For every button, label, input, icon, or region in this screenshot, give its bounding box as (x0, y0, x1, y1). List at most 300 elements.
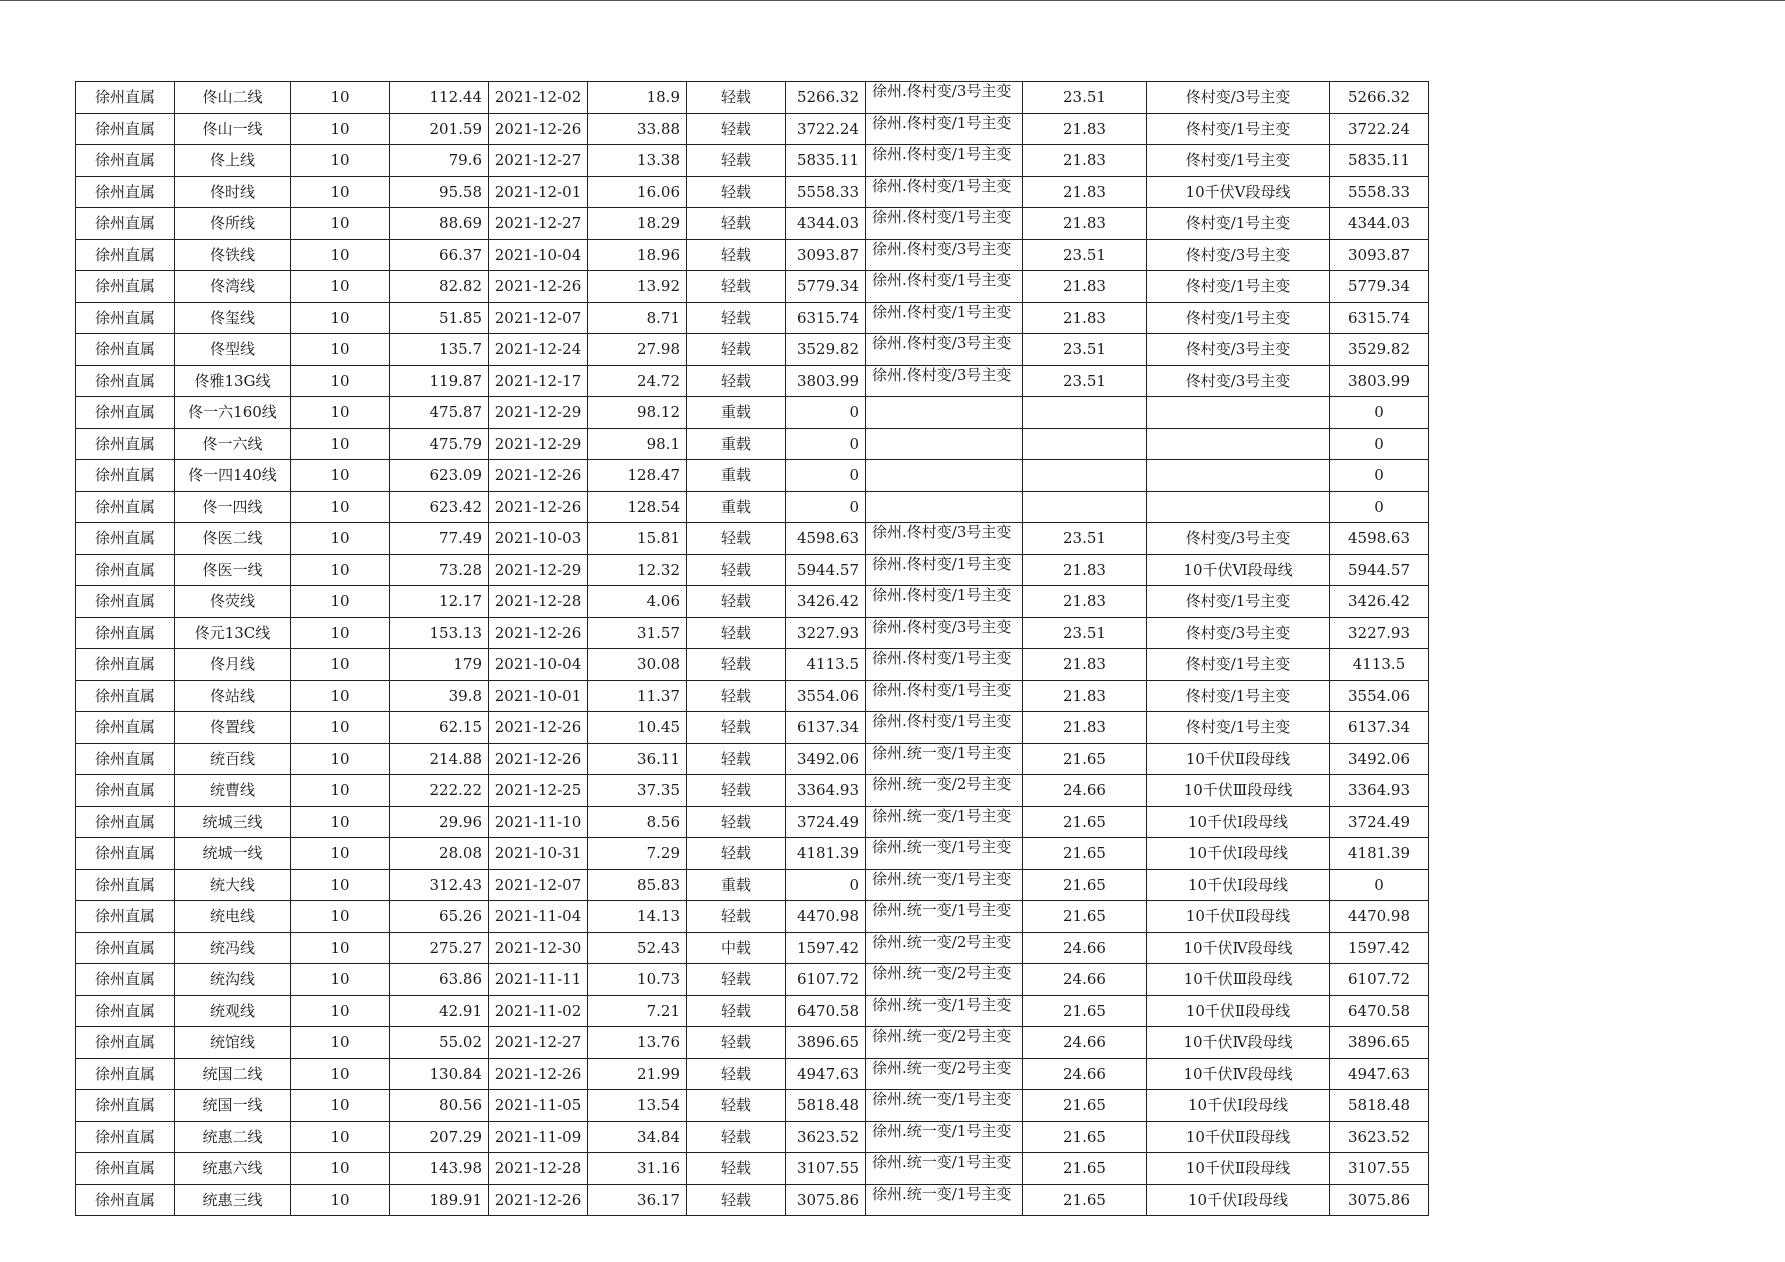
load-rate-cell: 24.72 (588, 365, 687, 397)
substation-transformer-cell: 徐州.佟村变/1号主变 (866, 554, 1023, 586)
line-name-cell: 佟一六160线 (175, 397, 291, 429)
current-cell: 77.49 (390, 523, 489, 555)
substation-transformer-cell: 徐州.佟村变/3号主变 (866, 523, 1023, 555)
voltage-cell: 10 (291, 82, 390, 114)
bus-section-cell (1147, 460, 1330, 492)
substation-transformer-cell: 徐州.佟村变/1号主变 (866, 208, 1023, 240)
load-rate-cell: 13.92 (588, 271, 687, 303)
voltage-cell: 10 (291, 680, 390, 712)
available-capacity-cell: 5944.57 (786, 554, 866, 586)
available-capacity-cell: 4470.98 (786, 901, 866, 933)
load-rate-cell: 13.38 (588, 145, 687, 177)
date-cell: 2021-12-28 (489, 586, 588, 618)
substation-transformer-cell (866, 428, 1023, 460)
available-capacity-cell: 3896.65 (786, 1027, 866, 1059)
table-row (76, 680, 1429, 712)
load-status-cell: 轻载 (687, 964, 786, 996)
remaining-capacity-cell: 6107.72 (1330, 964, 1429, 996)
line-name-cell: 佟型线 (175, 334, 291, 366)
unit-cell: 徐州直属 (76, 428, 175, 460)
unit-cell: 徐州直属 (76, 523, 175, 555)
voltage-cell: 10 (291, 239, 390, 271)
unit-cell: 徐州直属 (76, 365, 175, 397)
remaining-capacity-cell: 0 (1330, 460, 1429, 492)
date-cell: 2021-10-03 (489, 523, 588, 555)
load-rate-cell: 31.57 (588, 617, 687, 649)
voltage-cell: 10 (291, 460, 390, 492)
voltage-cell: 10 (291, 712, 390, 744)
available-capacity-cell: 3093.87 (786, 239, 866, 271)
substation-transformer-cell: 徐州.统一变/1号主变 (866, 1153, 1023, 1185)
unit-cell: 徐州直属 (76, 239, 175, 271)
load-status-cell: 轻载 (687, 302, 786, 334)
load-rate-cell: 7.29 (588, 838, 687, 870)
substation-transformer-cell (866, 491, 1023, 523)
voltage-cell: 10 (291, 838, 390, 870)
remaining-capacity-cell: 3529.82 (1330, 334, 1429, 366)
voltage-cell: 10 (291, 491, 390, 523)
current-cell: 12.17 (390, 586, 489, 618)
remaining-capacity-cell: 3722.24 (1330, 113, 1429, 145)
load-status-cell: 轻载 (687, 271, 786, 303)
line-name-cell: 佟一四140线 (175, 460, 291, 492)
date-cell: 2021-12-25 (489, 775, 588, 807)
load-status-cell: 轻载 (687, 1058, 786, 1090)
bus-section-cell: 10千伏Ⅱ段母线 (1147, 1121, 1330, 1153)
load-status-cell: 重载 (687, 491, 786, 523)
voltage-cell: 10 (291, 901, 390, 933)
available-capacity-cell: 0 (786, 491, 866, 523)
available-capacity-cell: 5818.48 (786, 1090, 866, 1122)
date-cell: 2021-12-26 (489, 743, 588, 775)
substation-transformer-cell: 徐州.佟村变/1号主变 (866, 176, 1023, 208)
voltage-cell: 10 (291, 1058, 390, 1090)
table-row (76, 302, 1429, 334)
line-name-cell: 佟荧线 (175, 586, 291, 618)
remaining-capacity-cell: 6315.74 (1330, 302, 1429, 334)
unit-cell: 徐州直属 (76, 113, 175, 145)
line-name-cell: 统馆线 (175, 1027, 291, 1059)
date-cell: 2021-12-27 (489, 145, 588, 177)
substation-transformer-cell: 徐州.统一变/2号主变 (866, 775, 1023, 807)
load-status-cell: 轻载 (687, 712, 786, 744)
remaining-capacity-cell: 0 (1330, 491, 1429, 523)
table-row (76, 1090, 1429, 1122)
load-rate-cell: 31.16 (588, 1153, 687, 1185)
unit-cell: 徐州直属 (76, 869, 175, 901)
load-rate-cell: 8.71 (588, 302, 687, 334)
remaining-capacity-cell: 5818.48 (1330, 1090, 1429, 1122)
load-rate-cell: 98.1 (588, 428, 687, 460)
voltage-cell: 10 (291, 869, 390, 901)
load-rate-cell: 11.37 (588, 680, 687, 712)
transformer-load-cell: 21.65 (1023, 1090, 1147, 1122)
substation-transformer-cell: 徐州.统一变/2号主变 (866, 1027, 1023, 1059)
line-name-cell: 佟站线 (175, 680, 291, 712)
date-cell: 2021-12-26 (489, 460, 588, 492)
table-row (76, 554, 1429, 586)
transformer-load-cell (1023, 460, 1147, 492)
table-row (76, 523, 1429, 555)
transformer-load-cell: 21.83 (1023, 680, 1147, 712)
bus-section-cell: 10千伏Ⅱ段母线 (1147, 995, 1330, 1027)
line-name-cell: 佟雅13G线 (175, 365, 291, 397)
line-name-cell: 统惠六线 (175, 1153, 291, 1185)
unit-cell: 徐州直属 (76, 82, 175, 114)
table-row (76, 964, 1429, 996)
table-row (76, 1153, 1429, 1185)
bus-section-cell: 10千伏Ⅱ段母线 (1147, 901, 1330, 933)
substation-transformer-cell: 徐州.统一变/1号主变 (866, 901, 1023, 933)
load-rate-cell: 13.76 (588, 1027, 687, 1059)
substation-transformer-cell: 徐州.统一变/1号主变 (866, 1090, 1023, 1122)
table-row (76, 271, 1429, 303)
voltage-cell: 10 (291, 995, 390, 1027)
bus-section-cell: 佟村变/3号主变 (1147, 239, 1330, 271)
current-cell: 62.15 (390, 712, 489, 744)
transformer-load-cell: 21.65 (1023, 869, 1147, 901)
voltage-cell: 10 (291, 1153, 390, 1185)
bus-section-cell: 佟村变/3号主变 (1147, 523, 1330, 555)
remaining-capacity-cell: 4470.98 (1330, 901, 1429, 933)
table-row (76, 428, 1429, 460)
current-cell: 65.26 (390, 901, 489, 933)
remaining-capacity-cell: 5944.57 (1330, 554, 1429, 586)
bus-section-cell: 佟村变/1号主变 (1147, 586, 1330, 618)
remaining-capacity-cell: 4947.63 (1330, 1058, 1429, 1090)
line-name-cell: 统惠三线 (175, 1184, 291, 1216)
date-cell: 2021-12-27 (489, 208, 588, 240)
load-rate-cell: 36.17 (588, 1184, 687, 1216)
transformer-load-cell: 21.83 (1023, 113, 1147, 145)
load-status-cell: 轻载 (687, 113, 786, 145)
load-status-cell: 轻载 (687, 1153, 786, 1185)
remaining-capacity-cell: 3364.93 (1330, 775, 1429, 807)
line-name-cell: 佟铁线 (175, 239, 291, 271)
current-cell: 214.88 (390, 743, 489, 775)
load-status-cell: 轻载 (687, 365, 786, 397)
transformer-load-cell: 21.83 (1023, 554, 1147, 586)
bus-section-cell: 佟村变/1号主变 (1147, 145, 1330, 177)
voltage-cell: 10 (291, 271, 390, 303)
load-rate-cell: 13.54 (588, 1090, 687, 1122)
available-capacity-cell: 3075.86 (786, 1184, 866, 1216)
load-rate-cell: 30.08 (588, 649, 687, 681)
load-status-cell: 轻载 (687, 586, 786, 618)
transformer-load-cell: 24.66 (1023, 775, 1147, 807)
available-capacity-cell: 5558.33 (786, 176, 866, 208)
load-rate-cell: 34.84 (588, 1121, 687, 1153)
bus-section-cell: 佟村变/3号主变 (1147, 334, 1330, 366)
load-rate-cell: 18.96 (588, 239, 687, 271)
bus-section-cell: 佟村变/1号主变 (1147, 649, 1330, 681)
load-status-cell: 轻载 (687, 239, 786, 271)
load-status-cell: 轻载 (687, 680, 786, 712)
unit-cell: 徐州直属 (76, 1184, 175, 1216)
date-cell: 2021-11-02 (489, 995, 588, 1027)
available-capacity-cell: 3364.93 (786, 775, 866, 807)
load-status-cell: 轻载 (687, 523, 786, 555)
table-row (76, 176, 1429, 208)
date-cell: 2021-12-26 (489, 491, 588, 523)
available-capacity-cell: 1597.42 (786, 932, 866, 964)
available-capacity-cell: 3227.93 (786, 617, 866, 649)
date-cell: 2021-12-26 (489, 113, 588, 145)
date-cell: 2021-12-29 (489, 554, 588, 586)
remaining-capacity-cell: 3724.49 (1330, 806, 1429, 838)
remaining-capacity-cell: 3492.06 (1330, 743, 1429, 775)
load-status-cell: 轻载 (687, 208, 786, 240)
current-cell: 42.91 (390, 995, 489, 1027)
load-status-cell: 轻载 (687, 775, 786, 807)
voltage-cell: 10 (291, 428, 390, 460)
table-row (76, 334, 1429, 366)
current-cell: 29.96 (390, 806, 489, 838)
table-row (76, 397, 1429, 429)
remaining-capacity-cell: 3075.86 (1330, 1184, 1429, 1216)
available-capacity-cell: 3492.06 (786, 743, 866, 775)
unit-cell: 徐州直属 (76, 775, 175, 807)
substation-transformer-cell (866, 397, 1023, 429)
transformer-load-cell: 21.65 (1023, 838, 1147, 870)
available-capacity-cell: 4947.63 (786, 1058, 866, 1090)
remaining-capacity-cell: 4344.03 (1330, 208, 1429, 240)
current-cell: 66.37 (390, 239, 489, 271)
current-cell: 143.98 (390, 1153, 489, 1185)
line-name-cell: 佟时线 (175, 176, 291, 208)
table-row (76, 775, 1429, 807)
load-rate-cell: 7.21 (588, 995, 687, 1027)
date-cell: 2021-10-04 (489, 649, 588, 681)
voltage-cell: 10 (291, 145, 390, 177)
transformer-load-cell: 21.83 (1023, 145, 1147, 177)
current-cell: 222.22 (390, 775, 489, 807)
load-status-cell: 轻载 (687, 649, 786, 681)
remaining-capacity-cell: 5835.11 (1330, 145, 1429, 177)
load-status-cell: 轻载 (687, 334, 786, 366)
transformer-load-cell: 23.51 (1023, 239, 1147, 271)
current-cell: 95.58 (390, 176, 489, 208)
load-status-cell: 轻载 (687, 743, 786, 775)
page-top-border (0, 0, 1785, 1)
unit-cell: 徐州直属 (76, 1058, 175, 1090)
voltage-cell: 10 (291, 397, 390, 429)
unit-cell: 徐州直属 (76, 1153, 175, 1185)
unit-cell: 徐州直属 (76, 1090, 175, 1122)
transformer-load-cell: 21.83 (1023, 176, 1147, 208)
date-cell: 2021-12-27 (489, 1027, 588, 1059)
bus-section-cell: 10千伏Ⅰ段母线 (1147, 869, 1330, 901)
line-name-cell: 统观线 (175, 995, 291, 1027)
load-status-cell: 重载 (687, 869, 786, 901)
line-name-cell: 佟湾线 (175, 271, 291, 303)
table-row (76, 743, 1429, 775)
transformer-load-cell: 21.65 (1023, 1121, 1147, 1153)
bus-section-cell: 10千伏Ⅲ段母线 (1147, 964, 1330, 996)
unit-cell: 徐州直属 (76, 460, 175, 492)
remaining-capacity-cell: 6470.58 (1330, 995, 1429, 1027)
remaining-capacity-cell: 4181.39 (1330, 838, 1429, 870)
current-cell: 112.44 (390, 82, 489, 114)
table-row (76, 208, 1429, 240)
substation-transformer-cell: 徐州.统一变/1号主变 (866, 838, 1023, 870)
load-rate-cell: 128.54 (588, 491, 687, 523)
available-capacity-cell: 5266.32 (786, 82, 866, 114)
current-cell: 153.13 (390, 617, 489, 649)
available-capacity-cell: 3426.42 (786, 586, 866, 618)
bus-section-cell: 佟村变/1号主变 (1147, 271, 1330, 303)
available-capacity-cell: 3529.82 (786, 334, 866, 366)
load-rate-cell: 15.81 (588, 523, 687, 555)
bus-section-cell: 10千伏Ⅰ段母线 (1147, 1090, 1330, 1122)
table-row (76, 1121, 1429, 1153)
line-name-cell: 佟医二线 (175, 523, 291, 555)
bus-section-cell (1147, 491, 1330, 523)
substation-transformer-cell: 徐州.佟村变/1号主变 (866, 271, 1023, 303)
voltage-cell: 10 (291, 775, 390, 807)
voltage-cell: 10 (291, 523, 390, 555)
load-status-cell: 轻载 (687, 1027, 786, 1059)
unit-cell: 徐州直属 (76, 271, 175, 303)
date-cell: 2021-11-11 (489, 964, 588, 996)
voltage-cell: 10 (291, 1121, 390, 1153)
remaining-capacity-cell: 3896.65 (1330, 1027, 1429, 1059)
voltage-cell: 10 (291, 365, 390, 397)
substation-transformer-cell: 徐州.佟村变/3号主变 (866, 365, 1023, 397)
load-status-cell: 轻载 (687, 1184, 786, 1216)
voltage-cell: 10 (291, 743, 390, 775)
table-row (76, 145, 1429, 177)
load-status-cell: 轻载 (687, 145, 786, 177)
current-cell: 201.59 (390, 113, 489, 145)
available-capacity-cell: 6470.58 (786, 995, 866, 1027)
remaining-capacity-cell: 0 (1330, 869, 1429, 901)
table-row (76, 460, 1429, 492)
load-status-cell: 轻载 (687, 1121, 786, 1153)
bus-section-cell: 10千伏Ⅱ段母线 (1147, 743, 1330, 775)
transformer-load-cell: 21.65 (1023, 901, 1147, 933)
load-rate-cell: 37.35 (588, 775, 687, 807)
substation-transformer-cell: 徐州.佟村变/1号主变 (866, 586, 1023, 618)
unit-cell: 徐州直属 (76, 995, 175, 1027)
transformer-load-cell: 21.65 (1023, 743, 1147, 775)
substation-transformer-cell (866, 460, 1023, 492)
load-rate-cell: 21.99 (588, 1058, 687, 1090)
load-status-cell: 中载 (687, 932, 786, 964)
voltage-cell: 10 (291, 176, 390, 208)
available-capacity-cell: 6137.34 (786, 712, 866, 744)
line-name-cell: 统冯线 (175, 932, 291, 964)
available-capacity-cell: 6315.74 (786, 302, 866, 334)
voltage-cell: 10 (291, 334, 390, 366)
table-row (76, 995, 1429, 1027)
load-status-cell: 重载 (687, 428, 786, 460)
substation-transformer-cell: 徐州.统一变/1号主变 (866, 806, 1023, 838)
load-status-cell: 重载 (687, 460, 786, 492)
substation-transformer-cell: 徐州.佟村变/3号主变 (866, 82, 1023, 114)
line-name-cell: 佟所线 (175, 208, 291, 240)
remaining-capacity-cell: 4113.5 (1330, 649, 1429, 681)
unit-cell: 徐州直属 (76, 554, 175, 586)
date-cell: 2021-12-28 (489, 1153, 588, 1185)
load-rate-cell: 4.06 (588, 586, 687, 618)
line-name-cell: 统国二线 (175, 1058, 291, 1090)
available-capacity-cell: 5835.11 (786, 145, 866, 177)
remaining-capacity-cell: 4598.63 (1330, 523, 1429, 555)
current-cell: 475.87 (390, 397, 489, 429)
available-capacity-cell: 4113.5 (786, 649, 866, 681)
date-cell: 2021-10-04 (489, 239, 588, 271)
table-row (76, 838, 1429, 870)
date-cell: 2021-12-29 (489, 428, 588, 460)
remaining-capacity-cell: 3803.99 (1330, 365, 1429, 397)
current-cell: 80.56 (390, 1090, 489, 1122)
remaining-capacity-cell: 3426.42 (1330, 586, 1429, 618)
unit-cell: 徐州直属 (76, 302, 175, 334)
substation-transformer-cell: 徐州.统一变/2号主变 (866, 932, 1023, 964)
load-status-cell: 轻载 (687, 176, 786, 208)
available-capacity-cell: 3722.24 (786, 113, 866, 145)
date-cell: 2021-12-26 (489, 1058, 588, 1090)
current-cell: 623.42 (390, 491, 489, 523)
line-name-cell: 统沟线 (175, 964, 291, 996)
substation-transformer-cell: 徐州.统一变/1号主变 (866, 1121, 1023, 1153)
transformer-load-cell: 24.66 (1023, 1058, 1147, 1090)
voltage-cell: 10 (291, 932, 390, 964)
voltage-cell: 10 (291, 554, 390, 586)
remaining-capacity-cell: 3227.93 (1330, 617, 1429, 649)
date-cell: 2021-10-01 (489, 680, 588, 712)
table-row (76, 113, 1429, 145)
transformer-load-cell: 23.51 (1023, 334, 1147, 366)
unit-cell: 徐州直属 (76, 176, 175, 208)
bus-section-cell: 佟村变/1号主变 (1147, 302, 1330, 334)
bus-section-cell: 10千伏Ⅰ段母线 (1147, 838, 1330, 870)
load-status-cell: 重载 (687, 397, 786, 429)
transformer-load-cell: 21.83 (1023, 208, 1147, 240)
bus-section-cell: 10千伏Ⅳ段母线 (1147, 1027, 1330, 1059)
table-row (76, 712, 1429, 744)
transformer-load-cell: 23.51 (1023, 365, 1147, 397)
unit-cell: 徐州直属 (76, 806, 175, 838)
remaining-capacity-cell: 5558.33 (1330, 176, 1429, 208)
current-cell: 207.29 (390, 1121, 489, 1153)
line-name-cell: 统国一线 (175, 1090, 291, 1122)
voltage-cell: 10 (291, 617, 390, 649)
transformer-load-cell: 23.51 (1023, 523, 1147, 555)
unit-cell: 徐州直属 (76, 712, 175, 744)
table-row (76, 586, 1429, 618)
transformer-load-cell (1023, 397, 1147, 429)
bus-section-cell: 10千伏Ⅰ段母线 (1147, 1184, 1330, 1216)
substation-transformer-cell: 徐州.佟村变/1号主变 (866, 649, 1023, 681)
line-name-cell: 佟元13C线 (175, 617, 291, 649)
current-cell: 39.8 (390, 680, 489, 712)
bus-section-cell: 佟村变/3号主变 (1147, 365, 1330, 397)
line-name-cell: 佟上线 (175, 145, 291, 177)
voltage-cell: 10 (291, 208, 390, 240)
available-capacity-cell: 5779.34 (786, 271, 866, 303)
substation-transformer-cell: 徐州.统一变/1号主变 (866, 743, 1023, 775)
unit-cell: 徐州直属 (76, 334, 175, 366)
load-status-cell: 轻载 (687, 1090, 786, 1122)
current-cell: 82.82 (390, 271, 489, 303)
load-status-cell: 轻载 (687, 554, 786, 586)
current-cell: 119.87 (390, 365, 489, 397)
date-cell: 2021-10-31 (489, 838, 588, 870)
voltage-cell: 10 (291, 649, 390, 681)
line-name-cell: 统曹线 (175, 775, 291, 807)
